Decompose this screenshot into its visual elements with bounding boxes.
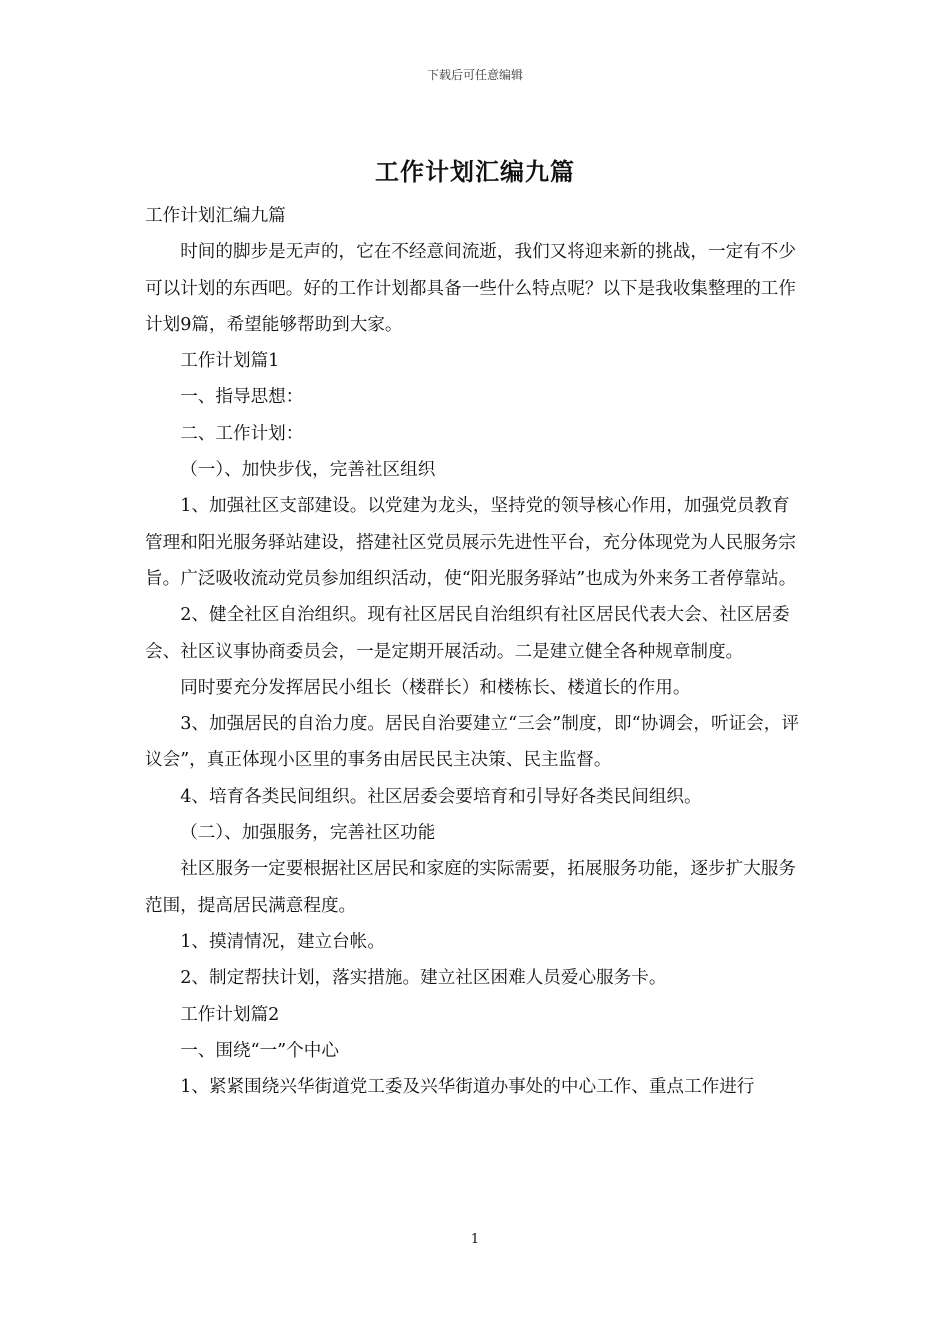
section-heading: 工作计划篇2 [180, 1004, 280, 1025]
paragraph: 一、围绕“一”个中心 [180, 1040, 339, 1061]
paragraph: 二、工作计划： [180, 423, 304, 444]
paragraph: 1、加强社区支部建设。以党建为龙头，坚持党的领导核心作用，加强党员教育管理和阳光服务驿站建设，搭建社区党员展示先进性平台，充分体现党为人民服务宗旨。广泛吸收流动党员参加组织活动，使“阳光服务驿站”也成为外来务工者停靠站。 [145, 496, 797, 589]
paragraph: 2、健全社区自治组织。现有社区居民自治组织有社区居民代表大会、社区居委会、社区议事协商委员会，一是定期开展活动。二是建立健全各种规章制度。 [145, 605, 790, 662]
page-number: 1 [470, 1232, 480, 1247]
paragraph: 1、紧紧围绕兴华街道党工委及兴华街道办事处的中心工作、重点工作进行 [180, 1077, 755, 1098]
paragraph: 一、指导思想： [180, 387, 304, 408]
paragraph: （一）、加快步伐，完善社区组织 [180, 460, 436, 481]
section-heading: 工作计划篇1 [180, 351, 280, 372]
paragraph: （二）、加强服务，完善社区功能 [180, 823, 436, 844]
paragraph: 时间的脚步是无声的，它在不经意间流逝，我们又将迎来新的挑战，一定有不少可以计划的东西吧。好的工作计划都具备一些什么特点呢？以下是我收集整理的工作计划9篇，希望能够帮助到大家。 [145, 242, 796, 335]
paragraph: 社区服务一定要根据社区居民和家庭的实际需要，拓展服务功能，逐步扩大服务范围，提高居民满意程度。 [145, 859, 796, 916]
document-title: 工作计划汇编九篇 [375, 158, 575, 186]
header-note: 下载后可任意编辑 [426, 68, 523, 82]
paragraph: 2、制定帮扶计划，落实措施。建立社区困难人员爱心服务卡。 [180, 968, 667, 989]
paragraph: 4、培育各类民间组织。社区居委会要培育和引导好各类民间组织。 [180, 786, 702, 807]
paragraph: 3、加强居民的自治力度。居民自治要建立“三会”制度，即“协调会，听证会，评议会”，真正体现小区里的事务由居民民主决策、民主监督。 [145, 714, 799, 771]
document-body [145, 198, 807, 1105]
paragraph: 1、摸清情况，建立台帐。 [180, 931, 385, 952]
paragraph: 同时要充分发挥居民小组长（楼群长）和楼栋长、楼道长的作用。 [180, 677, 691, 698]
paragraph: 工作计划汇编九篇 [145, 206, 286, 226]
